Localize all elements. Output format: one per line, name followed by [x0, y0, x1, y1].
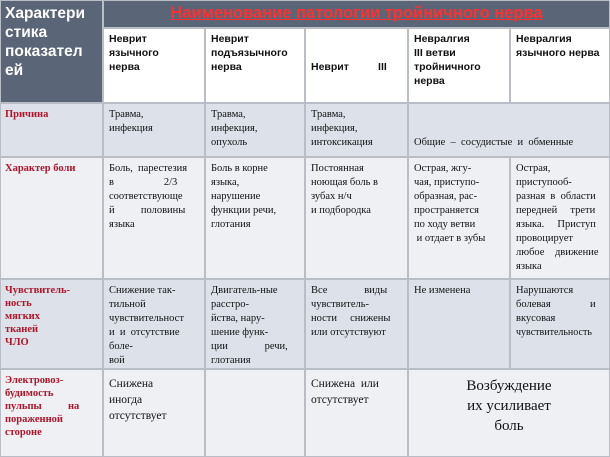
cell-line: Травма,: [109, 109, 144, 120]
corner-line: показател: [5, 43, 83, 60]
column-header-line: нерва: [414, 75, 445, 87]
row-label-cause: [1, 104, 102, 156]
row-label-line: тканей: [5, 324, 39, 335]
table-cell: [104, 280, 204, 368]
row-label-line: мягких: [5, 311, 40, 322]
cell-line: языка,: [211, 177, 240, 188]
row-label-line: будимость: [5, 388, 54, 399]
cell-line: интоксикация: [311, 137, 373, 148]
cell-line: расстро-: [211, 299, 249, 310]
cell-line: языка: [109, 219, 135, 230]
column-header-trigeminal-iii-neuralgia: [409, 29, 509, 102]
table-cell: [104, 104, 204, 156]
row-label-line: Чувствитель-: [5, 285, 71, 296]
cell-line: чувствительност: [109, 313, 184, 324]
cell-line: Нарушаются: [516, 285, 574, 296]
cell-line: Все виды: [311, 285, 388, 296]
cell-line: Острая,: [516, 163, 551, 174]
cell-line: вой: [109, 355, 125, 366]
table-cell: [511, 280, 609, 368]
cell-line: инфекция,: [211, 123, 258, 134]
cell-line: и и отсутствие: [109, 327, 180, 338]
row-label-line: Электровоз-: [5, 375, 64, 386]
column-header-line: тройничного: [414, 61, 481, 73]
row-label-pain-character: [1, 158, 102, 278]
corner-line: Характери: [5, 5, 86, 22]
row-label-sensitivity: [1, 280, 102, 368]
cell-line: языка. Приступ: [516, 219, 596, 230]
column-header-line: нерва: [211, 61, 242, 73]
cell-line: нарушение: [211, 191, 261, 202]
cell-line: образная, рас-: [414, 191, 478, 202]
cell-line: инфекция: [109, 123, 153, 134]
corner-line: стика: [5, 24, 48, 41]
cell-line: ноющая боль в: [311, 177, 378, 188]
table-cell: [306, 104, 407, 156]
table-cell: [306, 280, 407, 368]
table-cell: [104, 158, 204, 278]
column-header-line: Неврит: [109, 33, 147, 45]
column-header-lingual-neuritis: [104, 29, 204, 102]
cell-line: пространяется: [414, 205, 479, 216]
row-label-electroexcitability: [1, 370, 102, 456]
cell-line: чувствительность: [516, 327, 592, 338]
cell-line: йства, нару-: [211, 313, 265, 324]
cell-line: по ходу ветви: [414, 219, 476, 230]
table-title-header: [104, 1, 609, 27]
table-cell: [306, 370, 407, 456]
column-header-trigeminal-iii-neuritis: [306, 29, 407, 102]
column-header-line: язычного нерва: [516, 47, 600, 59]
row-label-line: пораженной: [5, 414, 63, 425]
cell-line: передней трети: [516, 205, 596, 216]
row-label-line: стороне: [5, 427, 42, 438]
table-cell: [409, 158, 509, 278]
table-cell: [206, 158, 304, 278]
column-header-line: нерва: [109, 61, 140, 73]
cell-line: Боль, парестезия: [109, 163, 188, 174]
row-label-line: ЧЛО: [5, 337, 29, 348]
corner-header: [1, 1, 102, 102]
table-cell: [104, 370, 204, 456]
cell-line: боль: [494, 418, 524, 434]
row-label-line: Причина: [5, 109, 49, 120]
cell-line: отсутствует: [311, 394, 369, 406]
cell-line: инфекция,: [311, 123, 358, 134]
cell-line: приступооб-: [516, 177, 572, 188]
column-header-line: Невралгия: [516, 33, 572, 45]
table-cell: [409, 280, 509, 368]
cell-line: языка: [516, 261, 542, 272]
cell-line: провоцирует: [516, 233, 573, 244]
cell-line: опухоль: [211, 137, 248, 148]
cell-line: глотания: [211, 355, 251, 366]
row-label-line: пульпы на: [5, 401, 80, 412]
column-header-line: Неврит III: [311, 61, 387, 73]
cell-line: и подбородка: [311, 205, 371, 216]
cell-line: Травма,: [311, 109, 346, 120]
table-cell: [511, 158, 609, 278]
table-cell-merged: [409, 104, 609, 156]
cell-line: Не изменена: [414, 285, 471, 296]
corner-line: ей: [5, 62, 24, 79]
table-title: Наименование патологии тройничного нерва: [170, 4, 543, 22]
cell-line: чувствитель-: [311, 299, 370, 310]
cell-line: боле-: [109, 341, 133, 352]
column-header-line: Невралгия: [414, 33, 470, 45]
cell-line: ности снижены: [311, 313, 391, 324]
cell-line: Постоянная: [311, 163, 364, 174]
column-header-line: Неврит: [211, 33, 249, 45]
column-header-line: III ветви: [414, 47, 456, 59]
cell-line: Снижение так-: [109, 285, 176, 296]
cell-line: и отдает в зубы: [414, 233, 486, 244]
cell-line: чая, приступо-: [414, 177, 480, 188]
column-header-line: язычного: [109, 47, 159, 59]
cell-line: Снижена: [109, 378, 154, 390]
column-header-line: подъязычного: [211, 47, 288, 59]
cell-line: шение функ-: [211, 327, 269, 338]
cell-line: разная в области: [516, 191, 596, 202]
row-label-line: Характер боли: [5, 163, 76, 174]
row-label-line: ность: [5, 298, 32, 309]
cell-line: болевая и: [516, 299, 596, 310]
cell-line: функции речи,: [211, 205, 277, 216]
cell-line: в 2/3: [109, 177, 178, 188]
cell-line: их усиливает: [467, 398, 551, 414]
cell-line: Боль в корне: [211, 163, 268, 174]
cell-line: Возбуждение: [466, 378, 552, 394]
cell-line: соответствующе: [109, 191, 183, 202]
table-cell-merged: [409, 370, 609, 456]
table-cell: [306, 158, 407, 278]
cell-line: Острая, жгу-: [414, 163, 472, 174]
cell-line: вкусовая: [516, 313, 556, 324]
cell-line: глотания: [211, 219, 251, 230]
cell-line: или отсутствуют: [311, 327, 386, 338]
cell-line: Снижена или: [311, 378, 379, 390]
cell-line: ции речи,: [211, 341, 288, 352]
column-header-lingual-neuralgia: [511, 29, 609, 102]
cell-line: тильной: [109, 299, 146, 310]
cell-line: Общие – сосудистые и обменные: [414, 137, 574, 148]
cell-line: Травма,: [211, 109, 246, 120]
table-cell: [206, 280, 304, 368]
cell-line: зубах н/ч: [311, 191, 352, 202]
table-cell-empty: [206, 370, 304, 456]
cell-line: отсутствует: [109, 410, 167, 422]
cell-line: любое движение: [516, 247, 599, 258]
cell-line: й половины: [109, 205, 186, 216]
table-cell: [206, 104, 304, 156]
cell-line: Двигатель-ные: [211, 285, 278, 296]
column-header-hypoglossal-neuritis: [206, 29, 304, 102]
cell-line: иногда: [109, 394, 143, 406]
